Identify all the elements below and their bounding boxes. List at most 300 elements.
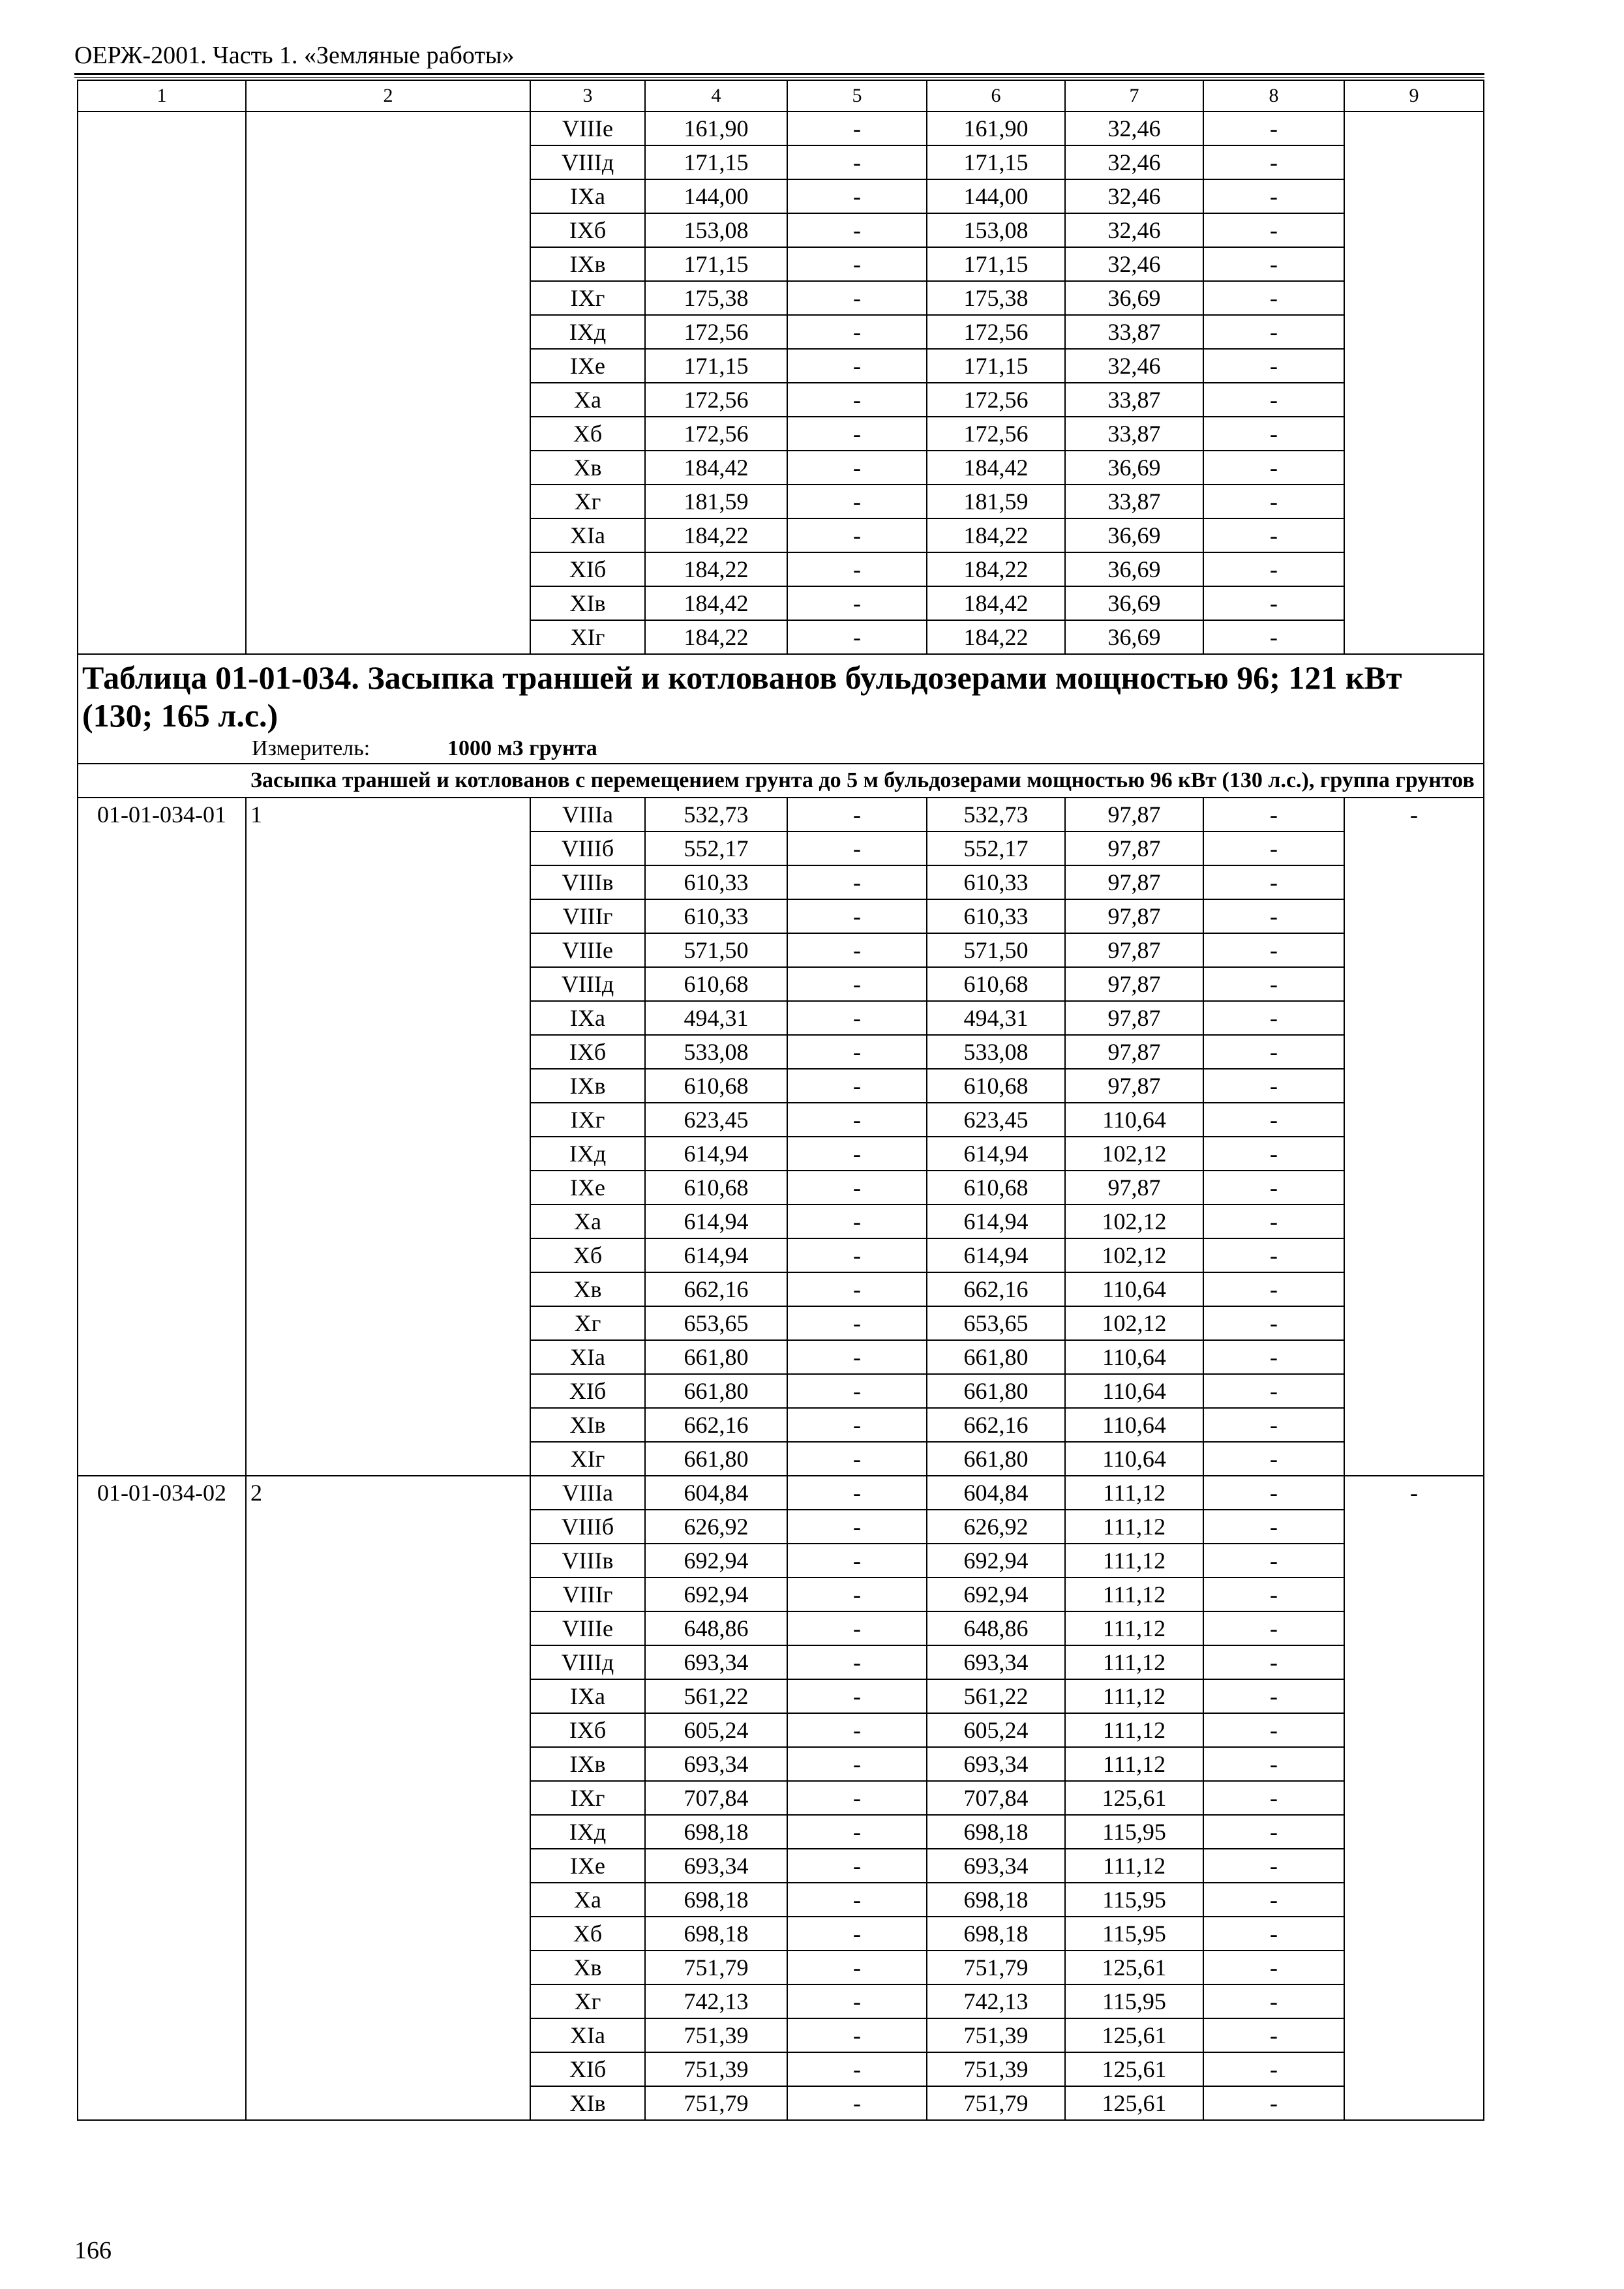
table-row: [78, 315, 1484, 349]
value-cell: -: [1203, 315, 1344, 349]
code-cell: [78, 1883, 246, 1917]
col9-cell: [1344, 831, 1484, 865]
code-cell: [78, 586, 246, 620]
value-cell: 184,22: [927, 552, 1065, 586]
value-cell: 605,24: [927, 1713, 1065, 1747]
value-cell: 692,94: [645, 1578, 787, 1611]
number-cell: [246, 1883, 530, 1917]
column-number-7: 7: [1065, 80, 1203, 112]
col9-cell: [1344, 865, 1484, 899]
table-row: [78, 1883, 1484, 1917]
value-cell: 653,65: [927, 1306, 1065, 1340]
value-cell: -: [787, 1171, 927, 1204]
table-row: [78, 1713, 1484, 1747]
col9-cell: [1344, 1272, 1484, 1306]
value-cell: 661,80: [645, 1442, 787, 1476]
value-cell: -: [787, 1984, 927, 2018]
code-cell: [78, 1069, 246, 1103]
table-row: [78, 1476, 1484, 1510]
code-cell: [78, 451, 246, 485]
code-cell: [78, 518, 246, 552]
value-cell: 111,12: [1065, 1645, 1203, 1679]
value-cell: -: [1203, 1137, 1344, 1171]
value-cell: Xб: [530, 1917, 645, 1951]
table-row: [78, 1035, 1484, 1069]
value-cell: VIIIб: [530, 831, 645, 865]
number-cell: [246, 247, 530, 281]
code-cell: [78, 281, 246, 315]
table-row: [78, 213, 1484, 247]
value-cell: 110,64: [1065, 1408, 1203, 1442]
value-cell: 36,69: [1065, 518, 1203, 552]
value-cell: Xв: [530, 1272, 645, 1306]
table-row: [78, 899, 1484, 933]
col9-cell: [1344, 1815, 1484, 1849]
col9-cell: [1344, 1238, 1484, 1272]
col9-cell: [1344, 451, 1484, 485]
value-cell: 184,42: [645, 451, 787, 485]
value-cell: -: [787, 1611, 927, 1645]
value-cell: -: [787, 1137, 927, 1171]
value-cell: 111,12: [1065, 1611, 1203, 1645]
number-cell: [246, 831, 530, 865]
value-cell: 97,87: [1065, 865, 1203, 899]
value-cell: -: [787, 1747, 927, 1781]
number-cell: [246, 1747, 530, 1781]
value-cell: 184,22: [645, 620, 787, 654]
value-cell: 97,87: [1065, 1035, 1203, 1069]
value-cell: 707,84: [645, 1781, 787, 1815]
value-cell: 533,08: [645, 1035, 787, 1069]
value-cell: -: [787, 1645, 927, 1679]
number-cell: [246, 451, 530, 485]
code-cell: [78, 417, 246, 451]
col9-cell: [1344, 315, 1484, 349]
value-cell: VIIIв: [530, 865, 645, 899]
value-cell: -: [787, 1442, 927, 1476]
value-cell: -: [1203, 1645, 1344, 1679]
value-cell: 115,95: [1065, 1815, 1203, 1849]
value-cell: VIIIа: [530, 1476, 645, 1510]
code-cell: [78, 383, 246, 417]
value-cell: 32,46: [1065, 112, 1203, 145]
value-cell: 692,94: [645, 1544, 787, 1578]
value-cell: 36,69: [1065, 552, 1203, 586]
col9-cell: [1344, 383, 1484, 417]
col9-cell: [1344, 1611, 1484, 1645]
page-number: 166: [74, 2237, 112, 2264]
table-row: [78, 1781, 1484, 1815]
value-cell: -: [1203, 1781, 1344, 1815]
col9-cell: [1344, 1578, 1484, 1611]
value-cell: -: [787, 552, 927, 586]
value-cell: IXв: [530, 1747, 645, 1781]
value-cell: 110,64: [1065, 1272, 1203, 1306]
value-cell: 648,86: [927, 1611, 1065, 1645]
value-cell: 614,94: [927, 1204, 1065, 1238]
table-row: [78, 1238, 1484, 1272]
value-cell: 110,64: [1065, 1442, 1203, 1476]
value-cell: -: [787, 179, 927, 213]
col9-cell: [1344, 1849, 1484, 1883]
table-row: [78, 1544, 1484, 1578]
col9-cell: [1344, 1510, 1484, 1544]
table-row: [78, 383, 1484, 417]
value-cell: -: [1203, 1306, 1344, 1340]
value-cell: 698,18: [645, 1815, 787, 1849]
value-cell: VIIIг: [530, 899, 645, 933]
value-cell: -: [787, 586, 927, 620]
table-row: [78, 1069, 1484, 1103]
table-row: [78, 1611, 1484, 1645]
code-cell: [78, 1171, 246, 1204]
number-cell: [246, 1069, 530, 1103]
value-cell: -: [1203, 281, 1344, 315]
value-cell: XIа: [530, 1340, 645, 1374]
value-cell: Xа: [530, 1883, 645, 1917]
value-cell: XIб: [530, 2052, 645, 2086]
value-cell: 610,68: [927, 1069, 1065, 1103]
value-cell: 153,08: [645, 213, 787, 247]
code-cell: [78, 1204, 246, 1238]
number-cell: [246, 899, 530, 933]
value-cell: Xг: [530, 1984, 645, 2018]
table-row: [78, 247, 1484, 281]
value-cell: 97,87: [1065, 831, 1203, 865]
value-cell: -: [787, 213, 927, 247]
value-cell: 605,24: [645, 1713, 787, 1747]
value-cell: 32,46: [1065, 213, 1203, 247]
col9-cell: [1344, 933, 1484, 967]
table-row: [78, 1171, 1484, 1204]
value-cell: 552,17: [927, 831, 1065, 865]
code-cell: [78, 1510, 246, 1544]
value-cell: -: [1203, 967, 1344, 1001]
value-cell: -: [1203, 552, 1344, 586]
value-cell: IXв: [530, 1069, 645, 1103]
value-cell: IXа: [530, 1001, 645, 1035]
value-cell: Xб: [530, 417, 645, 451]
value-cell: -: [1203, 1679, 1344, 1713]
value-cell: 161,90: [645, 112, 787, 145]
value-cell: 661,80: [645, 1374, 787, 1408]
code-cell: [78, 1408, 246, 1442]
value-cell: -: [1203, 1374, 1344, 1408]
number-cell: [246, 933, 530, 967]
table-row: [78, 518, 1484, 552]
value-cell: -: [1203, 1849, 1344, 1883]
table-row: [78, 1408, 1484, 1442]
value-cell: 171,15: [927, 247, 1065, 281]
value-cell: 171,15: [645, 247, 787, 281]
value-cell: 693,34: [927, 1849, 1065, 1883]
table-row: [78, 349, 1484, 383]
value-cell: -: [1203, 865, 1344, 899]
value-cell: 184,22: [645, 518, 787, 552]
section-title: Засыпка траншей и котлованов с перемещением грунта до 5 м бульдозерами мощностью 96 кВт (130 л.с.), группа грунтов: [78, 764, 1484, 798]
value-cell: -: [1203, 1815, 1344, 1849]
code-cell: [78, 1713, 246, 1747]
value-cell: 614,94: [927, 1137, 1065, 1171]
col9-cell: [1344, 1442, 1484, 1476]
code-cell: [78, 1984, 246, 2018]
value-cell: 648,86: [645, 1611, 787, 1645]
value-cell: 97,87: [1065, 967, 1203, 1001]
value-cell: -: [1203, 798, 1344, 831]
value-cell: 610,33: [645, 865, 787, 899]
number-cell: [246, 417, 530, 451]
number-cell: [246, 1984, 530, 2018]
value-cell: 172,56: [927, 417, 1065, 451]
table-title-row: [78, 654, 1484, 764]
value-cell: 184,22: [645, 552, 787, 586]
value-cell: -: [1203, 1951, 1344, 1984]
number-cell: [246, 967, 530, 1001]
value-cell: 97,87: [1065, 1171, 1203, 1204]
value-cell: -: [1203, 1510, 1344, 1544]
number-cell: [246, 2018, 530, 2052]
value-cell: -: [787, 1408, 927, 1442]
code-cell: [78, 1001, 246, 1035]
value-cell: 111,12: [1065, 1544, 1203, 1578]
value-cell: -: [787, 2086, 927, 2120]
value-cell: IXд: [530, 1815, 645, 1849]
code-cell: [78, 899, 246, 933]
col9-cell: [1344, 1069, 1484, 1103]
value-cell: IXд: [530, 1137, 645, 1171]
table-row: [78, 1137, 1484, 1171]
value-cell: -: [787, 1374, 927, 1408]
column-number-8: 8: [1203, 80, 1344, 112]
value-cell: 171,15: [927, 145, 1065, 179]
col9-cell: [1344, 112, 1484, 145]
table-row: [78, 1951, 1484, 1984]
number-cell: [246, 315, 530, 349]
value-cell: IXг: [530, 1103, 645, 1137]
column-number-row: [78, 80, 1484, 112]
value-cell: XIа: [530, 518, 645, 552]
value-cell: 32,46: [1065, 179, 1203, 213]
value-cell: -: [1203, 1204, 1344, 1238]
value-cell: -: [787, 1849, 927, 1883]
value-cell: 36,69: [1065, 620, 1203, 654]
value-cell: -: [1203, 179, 1344, 213]
value-cell: 184,22: [927, 518, 1065, 552]
value-cell: 184,22: [927, 620, 1065, 654]
col9-cell: [1344, 1984, 1484, 2018]
code-cell: [78, 112, 246, 145]
col9-cell: [1344, 1374, 1484, 1408]
value-cell: -: [787, 798, 927, 831]
value-cell: -: [787, 1001, 927, 1035]
code-cell: [78, 865, 246, 899]
value-cell: XIв: [530, 1408, 645, 1442]
value-cell: 97,87: [1065, 1001, 1203, 1035]
value-cell: VIIIе: [530, 112, 645, 145]
col9-cell: [1344, 2052, 1484, 2086]
col9-cell: [1344, 967, 1484, 1001]
value-cell: 36,69: [1065, 451, 1203, 485]
value-cell: XIв: [530, 586, 645, 620]
value-cell: -: [1203, 1103, 1344, 1137]
page-header-title: ОЕРЖ-2001. Часть 1. «Земляные работы»: [74, 42, 515, 69]
value-cell: 161,90: [927, 112, 1065, 145]
value-cell: 111,12: [1065, 1510, 1203, 1544]
value-cell: -: [1203, 899, 1344, 933]
value-cell: 97,87: [1065, 933, 1203, 967]
value-cell: 662,16: [645, 1408, 787, 1442]
value-cell: -: [787, 1951, 927, 1984]
value-cell: 604,84: [927, 1476, 1065, 1510]
meter-value: 1000 м3 грунта: [447, 736, 597, 760]
value-cell: 751,39: [645, 2052, 787, 2086]
column-number-1: 1: [78, 80, 246, 112]
code-cell: [78, 1849, 246, 1883]
value-cell: -: [1203, 831, 1344, 865]
code-cell: [78, 213, 246, 247]
value-cell: 751,79: [927, 1951, 1065, 1984]
value-cell: -: [1203, 1171, 1344, 1204]
number-cell: [246, 1815, 530, 1849]
value-cell: VIIIе: [530, 933, 645, 967]
number-cell: [246, 1306, 530, 1340]
value-cell: 32,46: [1065, 349, 1203, 383]
value-cell: -: [1203, 620, 1344, 654]
col9-cell: [1344, 1204, 1484, 1238]
value-cell: 693,34: [927, 1747, 1065, 1781]
value-cell: -: [787, 485, 927, 518]
value-cell: IXб: [530, 1713, 645, 1747]
value-cell: 623,45: [645, 1103, 787, 1137]
meter-line: [78, 734, 1483, 763]
value-cell: 115,95: [1065, 1984, 1203, 2018]
value-cell: 184,42: [927, 451, 1065, 485]
value-cell: -: [1203, 1340, 1344, 1374]
value-cell: -: [787, 247, 927, 281]
value-cell: 172,56: [645, 417, 787, 451]
value-cell: 125,61: [1065, 1951, 1203, 1984]
value-cell: 33,87: [1065, 485, 1203, 518]
value-cell: 614,94: [927, 1238, 1065, 1272]
value-cell: 707,84: [927, 1781, 1065, 1815]
value-cell: 184,42: [927, 586, 1065, 620]
value-cell: -: [1203, 2018, 1344, 2052]
col9-cell: [1344, 1713, 1484, 1747]
code-cell: [78, 1103, 246, 1137]
value-cell: -: [1203, 349, 1344, 383]
value-cell: -: [1203, 485, 1344, 518]
col9-cell: [1344, 1883, 1484, 1917]
value-cell: IXа: [530, 179, 645, 213]
number-cell: [246, 1001, 530, 1035]
value-cell: 110,64: [1065, 1340, 1203, 1374]
value-cell: 614,94: [645, 1137, 787, 1171]
value-cell: 181,59: [927, 485, 1065, 518]
value-cell: 661,80: [645, 1340, 787, 1374]
value-cell: 175,38: [645, 281, 787, 315]
value-cell: 661,80: [927, 1340, 1065, 1374]
col9-cell: [1344, 1306, 1484, 1340]
code-cell: [78, 247, 246, 281]
value-cell: 742,13: [927, 1984, 1065, 2018]
value-cell: 171,15: [645, 349, 787, 383]
number-cell: [246, 586, 530, 620]
value-cell: 751,79: [645, 2086, 787, 2120]
value-cell: -: [787, 620, 927, 654]
table-row: [78, 1645, 1484, 1679]
value-cell: IXе: [530, 349, 645, 383]
value-cell: -: [1203, 1001, 1344, 1035]
code-cell: 01-01-034-02: [78, 1476, 246, 1510]
table-row: [78, 798, 1484, 831]
value-cell: 125,61: [1065, 1781, 1203, 1815]
table-row: [78, 620, 1484, 654]
number-cell: [246, 1578, 530, 1611]
code-cell: [78, 2052, 246, 2086]
table-row: [78, 967, 1484, 1001]
value-cell: VIIIа: [530, 798, 645, 831]
value-cell: 742,13: [645, 1984, 787, 2018]
value-cell: 32,46: [1065, 247, 1203, 281]
value-cell: 610,68: [645, 967, 787, 1001]
value-cell: -: [1203, 247, 1344, 281]
value-cell: 693,34: [645, 1849, 787, 1883]
value-cell: 661,80: [927, 1442, 1065, 1476]
value-cell: -: [1203, 1069, 1344, 1103]
number-cell: [246, 1374, 530, 1408]
code-cell: [78, 1747, 246, 1781]
table-title: Таблица 01-01-034. Засыпка траншей и котлованов бульдозерами мощностью 96; 121 кВт (130; 165 л.с.): [82, 659, 1402, 734]
value-cell: VIIIд: [530, 145, 645, 179]
table-row: [78, 112, 1484, 145]
code-cell: [78, 967, 246, 1001]
value-cell: 610,33: [645, 899, 787, 933]
value-cell: -: [787, 1476, 927, 1510]
col9-cell: [1344, 1544, 1484, 1578]
table-row: [78, 485, 1484, 518]
value-cell: 751,39: [927, 2052, 1065, 2086]
value-cell: -: [1203, 1272, 1344, 1306]
value-cell: 102,12: [1065, 1306, 1203, 1340]
number-cell: [246, 1544, 530, 1578]
col9-cell: [1344, 417, 1484, 451]
col9-cell: [1344, 1781, 1484, 1815]
value-cell: 626,92: [927, 1510, 1065, 1544]
value-cell: -: [787, 967, 927, 1001]
value-cell: -: [787, 2052, 927, 2086]
table-row: [78, 451, 1484, 485]
table-row: [78, 552, 1484, 586]
value-cell: 97,87: [1065, 899, 1203, 933]
code-cell: [78, 1645, 246, 1679]
value-cell: 533,08: [927, 1035, 1065, 1069]
number-cell: [246, 2052, 530, 2086]
code-cell: [78, 1238, 246, 1272]
value-cell: -: [787, 383, 927, 417]
value-cell: 125,61: [1065, 2052, 1203, 2086]
table-row: [78, 417, 1484, 451]
col9-cell: [1344, 145, 1484, 179]
table-row: [78, 1849, 1484, 1883]
value-cell: 561,22: [645, 1679, 787, 1713]
value-cell: -: [787, 518, 927, 552]
value-cell: VIIIе: [530, 1611, 645, 1645]
value-cell: 692,94: [927, 1578, 1065, 1611]
number-cell: [246, 1951, 530, 1984]
table-row: [78, 1272, 1484, 1306]
value-cell: -: [787, 1103, 927, 1137]
col9-cell: [1344, 1747, 1484, 1781]
